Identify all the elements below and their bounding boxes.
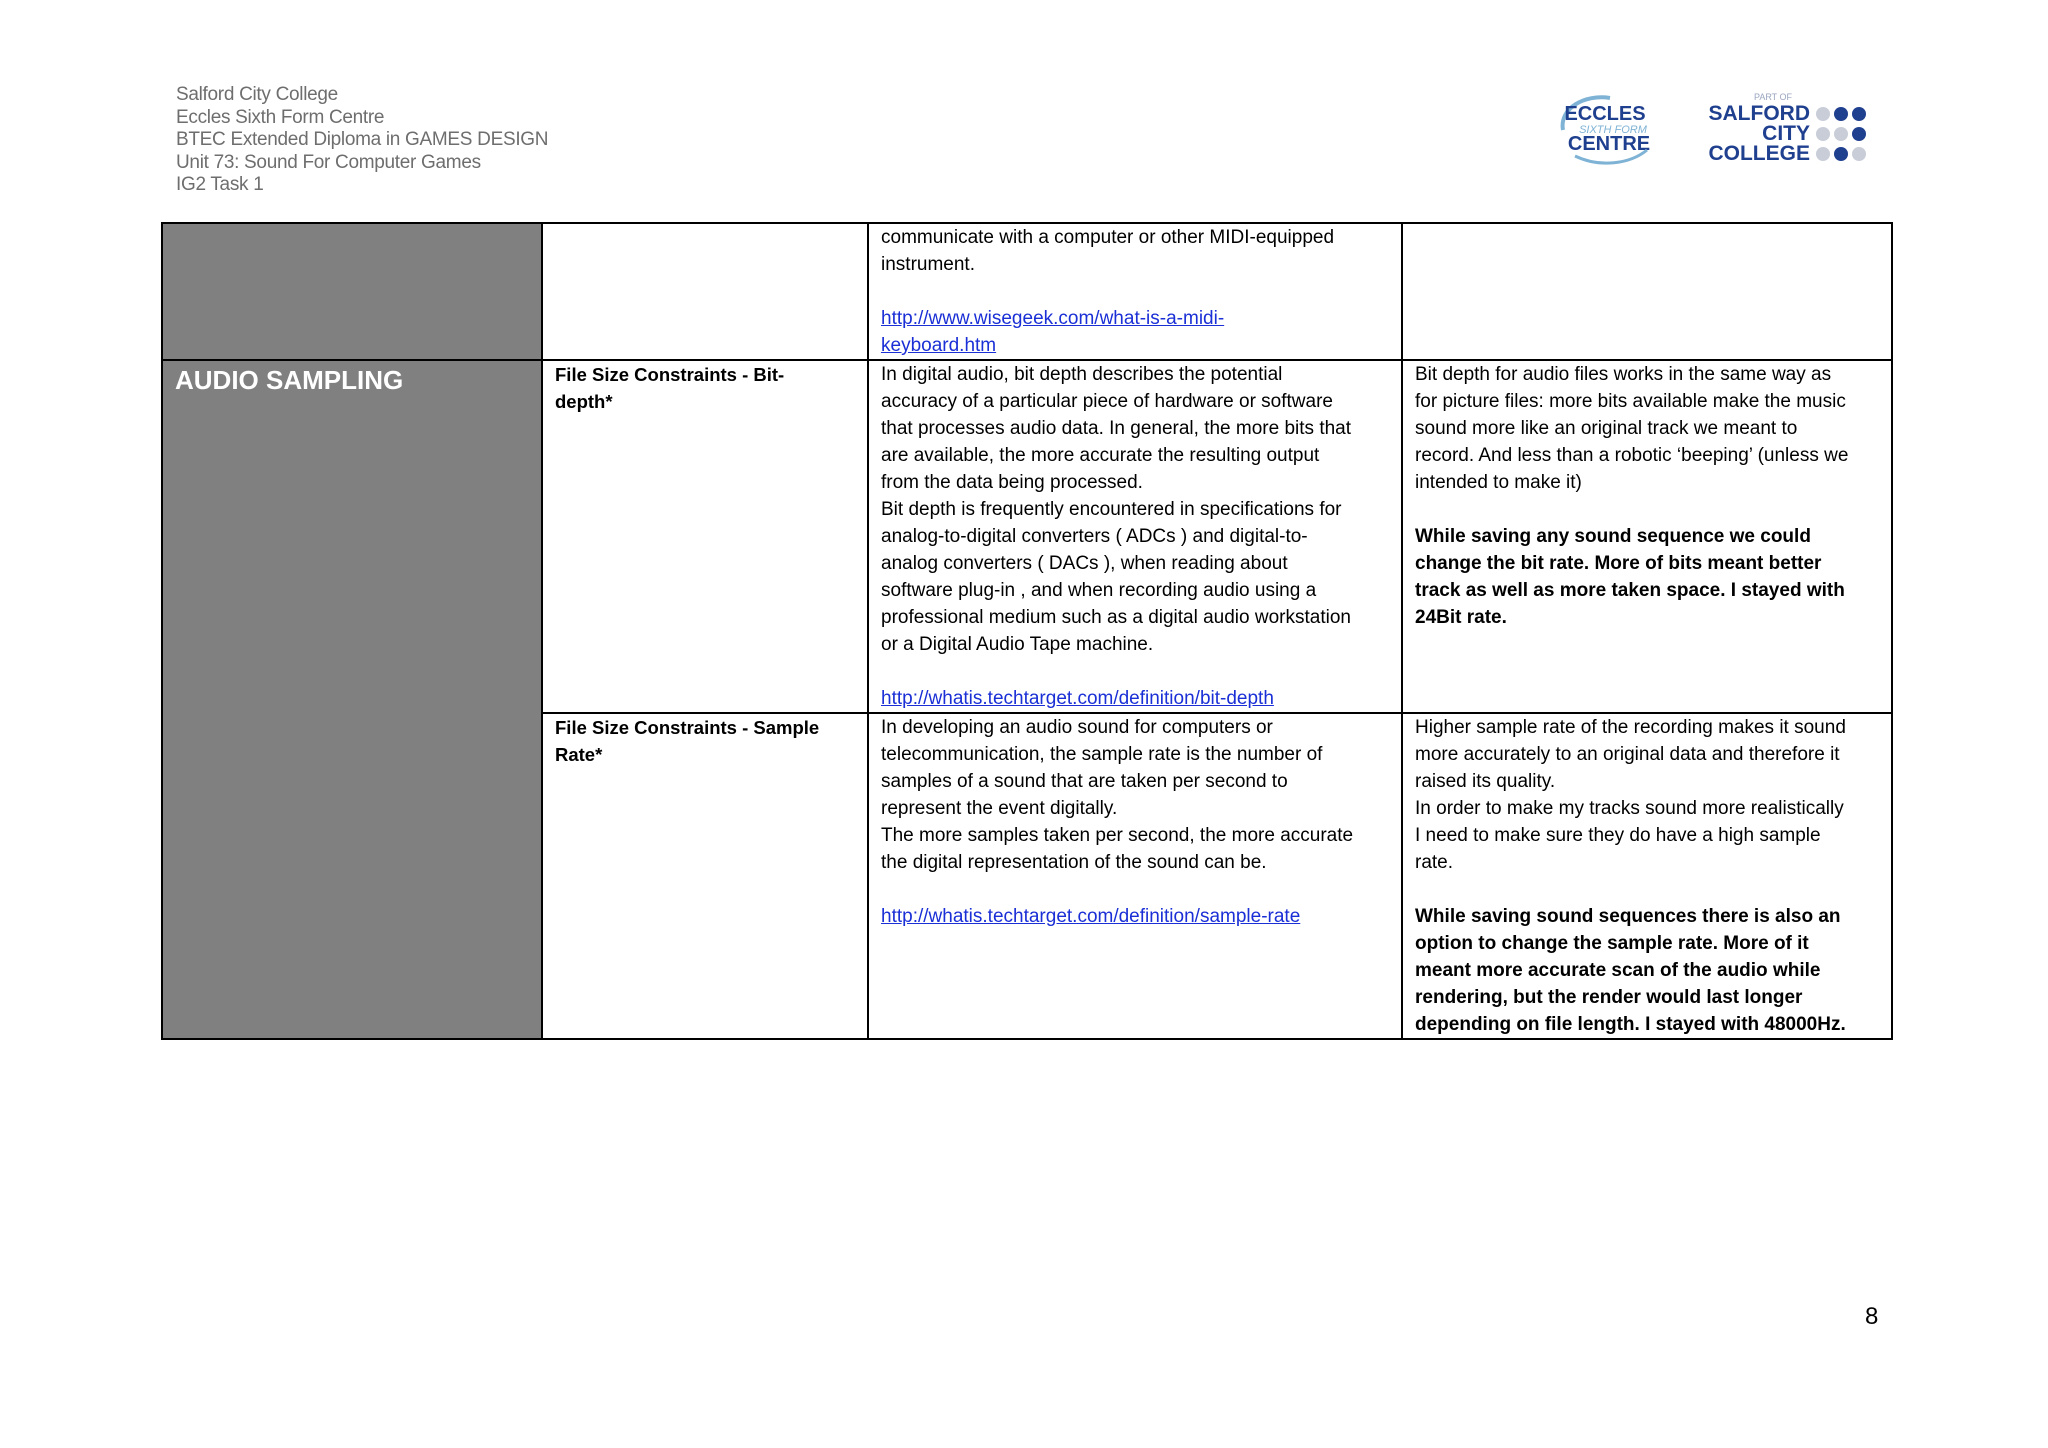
definition-line: samples of a sound that are taken per second to	[881, 771, 1288, 792]
topic-heading: AUDIO SAMPLING	[175, 365, 404, 395]
salford-city-college-logo	[1705, 90, 1875, 170]
notes-line: intended to make it)	[1415, 472, 1582, 493]
notes-line: Higher sample rate of the recording makes it sound	[1415, 717, 1846, 738]
spacer	[881, 278, 1393, 305]
definition-line: the digital representation of the sound can be.	[881, 852, 1267, 873]
sample-rate-link[interactable]: http://whatis.techtarget.com/definition/sample-rate	[881, 906, 1301, 927]
spacer	[881, 876, 1393, 903]
notes-bold-line: rendering, but the render would last longer	[1415, 987, 1803, 1008]
salford-logo-line2: CITY	[1762, 122, 1810, 145]
subheading-cell-sample-rate	[542, 713, 868, 1039]
definition-line: accuracy of a particular piece of hardware or software	[881, 391, 1333, 412]
definition-line: represent the event digitally.	[881, 798, 1118, 819]
header-line-course: BTEC Extended Diploma in GAMES DESIGN	[176, 129, 549, 150]
notes-line: record. And less than a robotic ‘beeping’ (unless we	[1415, 445, 1849, 466]
definition-line: instrument.	[881, 254, 975, 275]
definition-line: analog-to-digital converters ( ADCs ) and digital-to-	[881, 526, 1308, 547]
notes-line: for picture files: more bits available make the music	[1415, 391, 1846, 412]
definition-line: are available, the more accurate the resulting output	[881, 445, 1320, 466]
salford-logo-tag: PART OF	[1753, 92, 1793, 102]
definition-line: or a Digital Audio Tape machine.	[881, 634, 1154, 655]
definition-cell-sample-rate	[868, 713, 1402, 1039]
topic-cell-audio-sampling	[162, 360, 542, 1039]
salford-logo-line3: COLLEGE	[1708, 142, 1810, 165]
content-table	[161, 222, 1893, 1040]
definition-line: In digital audio, bit depth describes the potential	[881, 364, 1283, 385]
notes-line: sound more like an original track we meant to	[1415, 418, 1798, 439]
page-number: 8	[1865, 1303, 1879, 1330]
link-line: keyboard.htm	[881, 335, 997, 356]
salford-logo-line1: SALFORD	[1708, 102, 1810, 125]
bit-depth-link[interactable]: http://whatis.techtarget.com/definition/bit-depth	[881, 688, 1274, 709]
definition-cell-continuation	[868, 223, 1402, 360]
notes-bold-line: While saving any sound sequence we could	[1415, 526, 1811, 547]
eccles-logo-line3: CENTRE	[1567, 133, 1651, 155]
eccles-logo-line2: SIXTH FORM	[1579, 124, 1647, 136]
subheading-line: File Size Constraints - Bit-	[555, 364, 785, 385]
header-line-task: IG2 Task 1	[176, 174, 264, 195]
header-line-unit: Unit 73: Sound For Computer Games	[176, 151, 481, 173]
header-line-college: Salford City College	[176, 84, 338, 105]
definition-line: The more samples taken per second, the more accurate	[881, 825, 1354, 846]
notes-line: I need to make sure they do have a high sample	[1415, 825, 1821, 846]
definition-line: that processes audio data. In general, the more bits that	[881, 418, 1352, 439]
table-row-continuation	[162, 223, 1892, 360]
topic-cell-continuation	[162, 223, 542, 360]
notes-cell-bit-depth	[1402, 360, 1892, 713]
eccles-centre-logo	[1555, 90, 1655, 170]
notes-line: Bit depth for audio files works in the same way as	[1415, 364, 1832, 385]
subheading-line: depth*	[555, 391, 613, 412]
notes-bold-line: change the bit rate. More of bits meant better	[1415, 553, 1822, 574]
notes-bold-line: track as well as more taken space. I stayed with	[1415, 580, 1845, 601]
definition-line: from the data being processed.	[881, 472, 1143, 493]
notes-line: more accurately to an original data and therefore it	[1415, 744, 1840, 765]
notes-bold-line: 24Bit rate.	[1415, 607, 1507, 628]
notes-cell-continuation	[1402, 223, 1892, 360]
spacer	[1415, 496, 1883, 523]
eccles-logo-line1: ECCLES	[1564, 103, 1646, 125]
subheading-cell-bit-depth	[542, 360, 868, 713]
notes-bold-line: option to change the sample rate. More of it	[1415, 933, 1809, 954]
definition-line: software plug-in , and when recording audio using a	[881, 580, 1317, 601]
subheading-line: File Size Constraints - Sample	[555, 717, 820, 738]
notes-cell-sample-rate	[1402, 713, 1892, 1039]
table-row-bit-depth	[162, 360, 1892, 713]
definition-line: telecommunication, the sample rate is the number of	[881, 744, 1323, 765]
notes-bold-line: While saving sound sequences there is also an	[1415, 906, 1841, 927]
subheading-line: Rate*	[555, 744, 603, 765]
notes-line: In order to make my tracks sound more realistically	[1415, 798, 1844, 819]
definition-line: In developing an audio sound for computers or	[881, 717, 1273, 738]
midi-keyboard-link[interactable]	[881, 305, 1393, 359]
link-line: http://www.wisegeek.com/what-is-a-midi-	[881, 308, 1225, 329]
logos	[1555, 90, 1875, 170]
definition-line: Bit depth is frequently encountered in specifications for	[881, 499, 1342, 520]
notes-line: raised its quality.	[1415, 771, 1556, 792]
header-line-centre: Eccles Sixth Form Centre	[176, 106, 385, 128]
notes-line: rate.	[1415, 852, 1454, 873]
spacer	[1415, 876, 1883, 903]
notes-bold-line: depending on file length. I stayed with 48000Hz.	[1415, 1014, 1846, 1035]
spacer	[881, 658, 1393, 685]
definition-cell-bit-depth	[868, 360, 1402, 713]
definition-line: professional medium such as a digital audio workstation	[881, 607, 1351, 628]
definition-line: communicate with a computer or other MIDI-equipped	[881, 227, 1335, 248]
definition-line: analog converters ( DACs ), when reading about	[881, 553, 1288, 574]
subheading-cell-continuation	[542, 223, 868, 360]
document-header	[176, 84, 548, 197]
notes-bold-line: meant more accurate scan of the audio while	[1415, 960, 1821, 981]
